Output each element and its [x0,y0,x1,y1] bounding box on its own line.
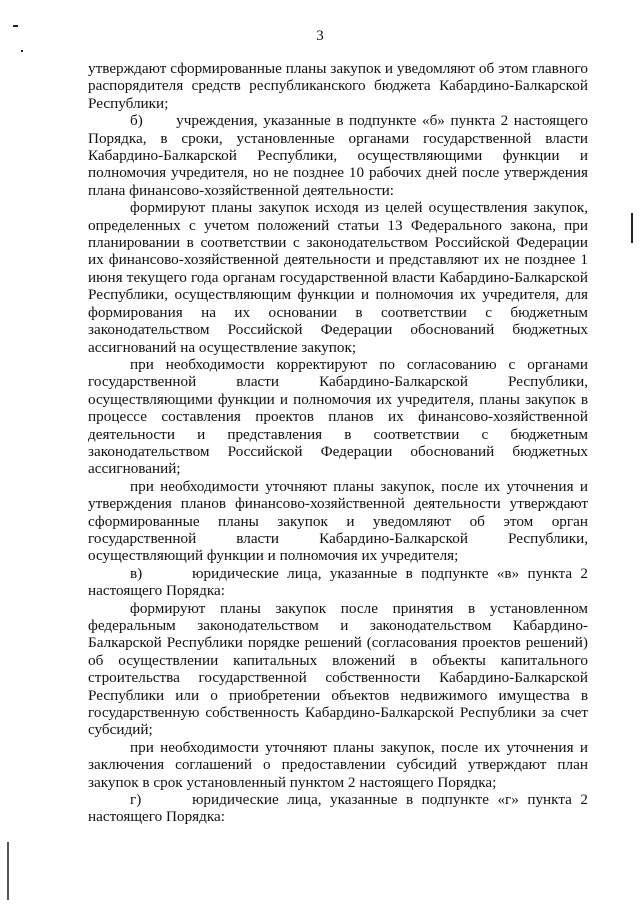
page-number: 3 [316,28,324,44]
scan-mark [13,25,18,27]
paragraph: при необходимости уточняют планы закупок, после их уточнения и утверждения планов финансово-хозяйственной деятельности утверждают сформированные планы закупок и уведомляют об этом орган государственной власти Кабардино-Балкарской Республики, осуществляющий функции и полномочия их учредителя; [88,477,588,565]
paragraph: утверждают сформированные планы закупок и уведомляют об этом главного распорядителя средств республиканского бюджета Кабардино-Балкарской Республики; [88,60,588,112]
paragraph-subitem-v: в) юридические лица, указанные в подпункте «в» пункта 2 настоящего Порядка: [88,564,588,600]
document-body [88,60,588,826]
scan-mark [631,213,633,243]
scan-edge-line [7,842,9,900]
paragraph: при необходимости корректируют по согласованию с органами государственной власти Кабардино-Балкарской Республики, осуществляющими функции и полномочия их учредителя, планы закупок в процессе составления проектов планов их финансово-хозяйственной деятельности и представления в соответствии с бюджетным законодательством Российской Федерации обоснований бюджетных ассигнований; [88,355,588,478]
paragraph: при необходимости уточняют планы закупок, после их уточнения и заключения соглашений о предоставлении субсидий утверждают план закупок в срок установленный пунктом 2 настоящего Порядка; [88,738,588,791]
scan-mark [21,50,23,52]
paragraph: формируют планы закупок после принятия в установленном федеральным законодательством и законодательством Кабардино-Балкарской Республики порядке решений (согласования проектов решений) об осуществлении капитальных вложений в объекты капитального строительства государственной собственности Кабардино-Балкарской Республики или о приобретении объектов недвижимого имущества в государственную собственность Кабардино-Балкарской Республики за счет субсидий; [88,599,588,739]
paragraph: формируют планы закупок исходя из целей осуществления закупок, определенных с учетом положений статьи 13 Федерального закона, при планировании в соответствии с законодательством Российской Федерации их финансово-хозяйственной деятельности и представляют их не позднее 1 июня текущего года органам государственной власти Кабардино-Балкарской Республики, осуществляющим функции и полномочия их учредителя, для формирования на их основании в соответствии с бюджетным законодательством Российской Федерации обоснований бюджетных ассигнований на осуществление закупок; [88,199,588,356]
paragraph-subitem-g: г) юридические лица, указанные в подпункте «г» пункта 2 настоящего Порядка: [88,791,588,826]
paragraph-subitem-b: б) учреждения, указанные в подпункте «б» пункта 2 настоящего Порядка, в сроки, установленные органами государственной власти Кабардино-Балкарской Республики, осуществляющими функции и полномочия учредителя, но не позднее 10 рабочих дней после утверждения плана финансово-хозяйственной деятельности: [88,112,588,199]
